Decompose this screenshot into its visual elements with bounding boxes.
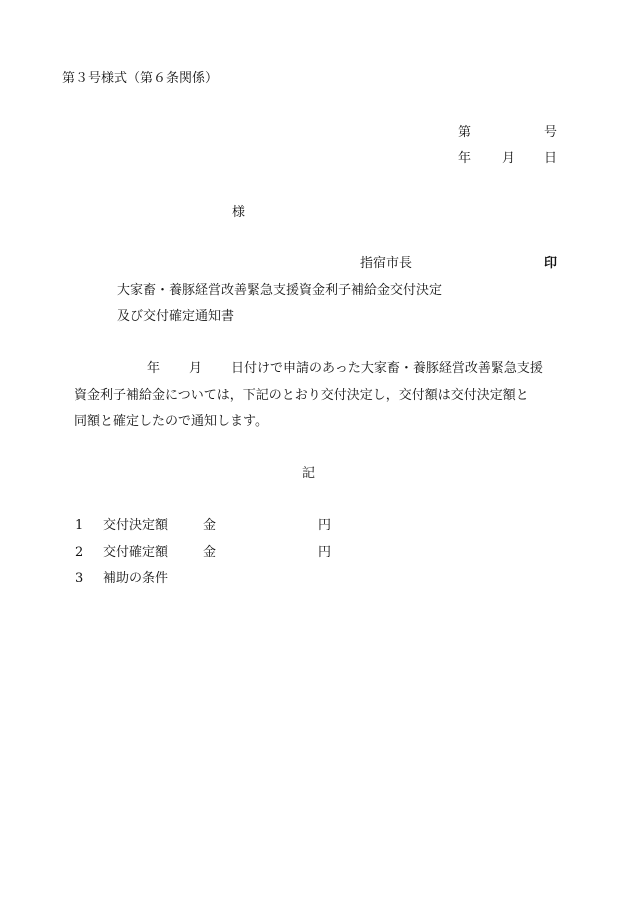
amount-unit: 円 (318, 545, 332, 560)
addressee-honorific: 様 (232, 205, 246, 220)
form-number-label: 第３号様式（第６条関係） (62, 71, 219, 86)
body-line-1-text: 日付けで申請のあった大家畜・養豚経営改善緊急支援 (231, 361, 543, 376)
ki-heading: 記 (302, 466, 316, 481)
list-item (75, 546, 331, 559)
date-day-label: 日 (544, 151, 558, 166)
body-month-label: 月 (189, 361, 203, 376)
list-item (75, 572, 203, 585)
item-label: 補助の条件 (103, 571, 169, 586)
seal-mark: 印 (544, 256, 558, 271)
amount-prefix: 金 (203, 545, 217, 560)
body-paragraph-line-2: 資金利子補給金については，下記のとおり交付決定し，交付額は交付決定額と (74, 388, 529, 403)
amount-unit: 円 (318, 518, 332, 533)
date-month-label: 月 (502, 151, 516, 166)
body-year-label: 年 (147, 361, 161, 376)
item-number: 1 (75, 518, 84, 533)
document-number-label: 第 (458, 125, 472, 140)
body-paragraph-line-1 (147, 362, 587, 375)
document-title-line-2: 及び交付確定通知書 (117, 309, 235, 324)
list-item (75, 519, 331, 532)
item-number: 3 (75, 571, 84, 586)
issuer-name: 指宿市長 (360, 256, 413, 271)
document-title-line-1: 大家畜・養豚経営改善緊急支援資金利子補給金交付決定 (117, 283, 443, 298)
document-number-suffix: 号 (544, 125, 558, 140)
item-number: 2 (75, 545, 84, 560)
item-label: 交付確定額 (103, 545, 169, 560)
amount-prefix: 金 (203, 518, 217, 533)
date-year-label: 年 (458, 151, 472, 166)
item-label: 交付決定額 (103, 518, 169, 533)
body-paragraph-line-3: 同額と確定したので通知します。 (74, 414, 268, 429)
